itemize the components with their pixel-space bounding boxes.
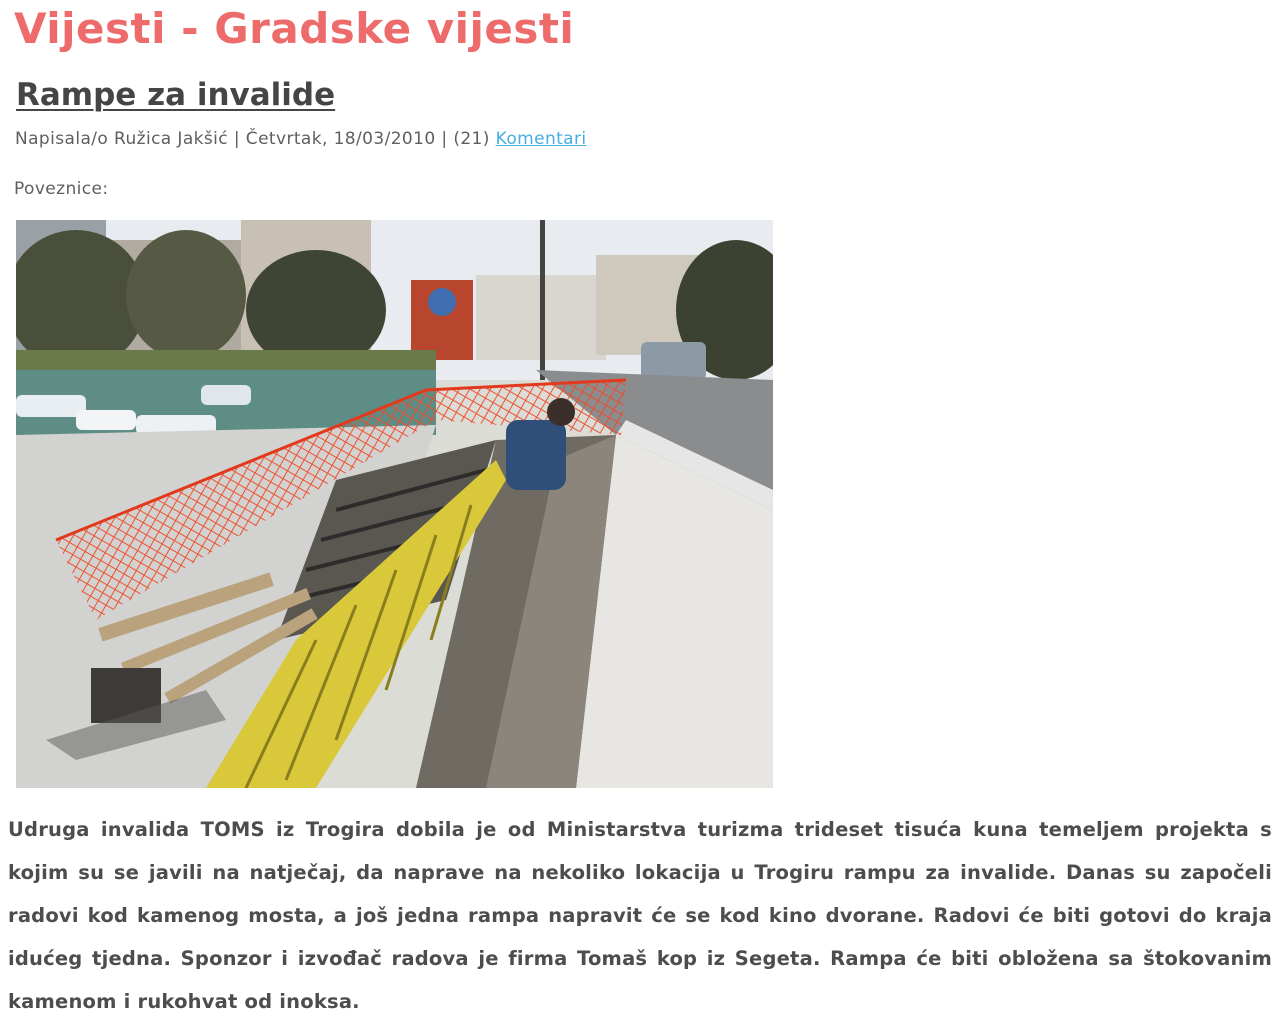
article-meta	[15, 127, 587, 151]
links-label: Poveznice:	[14, 179, 109, 199]
article-photo	[16, 220, 773, 788]
ramp-construction-photo	[16, 220, 773, 788]
comments-link[interactable]: Komentari	[495, 129, 587, 149]
article-body: Udruga invalida TOMS iz Trogira dobila je od Ministarstva turizma trideset tisuća kuna temeljem projekta s kojim su se javili na natječaj, da naprave na nekoliko lokacija u Trogiru rampu za invalide. Danas su započeli radovi kod kamenog mosta, a još jedna rampa napravit će se kod kino dvorane. Radovi će biti gotovi do kraja idućeg tjedna. Sponzor i izvođač radova je firma Tomaš kop iz Segeta. Rampa će biti obložena sa štokovanim kamenom i rukohvat od inoksa.	[8, 818, 1272, 1013]
publish-date: Četvrtak, 18/03/2010	[245, 129, 436, 149]
author: Napisala/o Ružica Jakšić	[15, 129, 229, 149]
meta-separator: |	[228, 129, 246, 149]
comment-count: (21)	[453, 129, 490, 149]
meta-separator: |	[435, 129, 454, 149]
section-title: Vijesti - Gradske vijesti	[14, 4, 575, 53]
article-title-link[interactable]: Rampe za invalide	[16, 77, 336, 113]
